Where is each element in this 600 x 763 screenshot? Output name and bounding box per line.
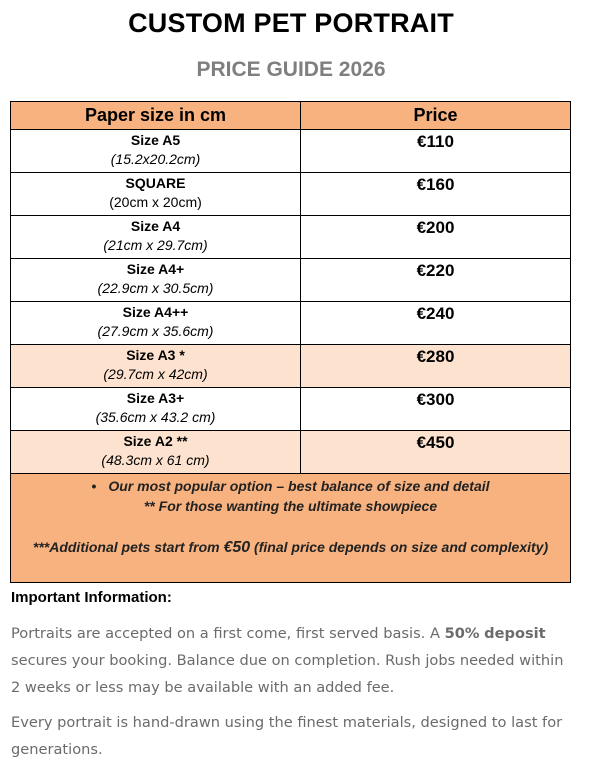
size-cell [11,216,301,259]
page-subtitle: PRICE GUIDE 2026 [196,58,386,81]
note-additional-amount: €50 [223,539,251,556]
price-cell [301,216,571,259]
size-dimensions: (29.7cm x 42cm) [103,366,208,382]
price-value: €160 [416,175,455,194]
size-dimensions: (22.9cm x 30.5cm) [97,280,214,296]
price-cell [301,388,571,431]
size-dimensions: (27.9cm x 35.6cm) [97,323,214,339]
size-cell [11,259,301,302]
notes-row [11,474,571,583]
price-cell [301,173,571,216]
price-value: €110 [417,132,454,151]
note-popular [11,478,570,494]
price-table [10,101,571,583]
price-cell [301,431,571,474]
notes-cell [11,474,571,583]
size-name: Size A2 ** [123,433,188,449]
size-cell [11,173,301,216]
page-title: CUSTOM PET PORTRAIT [128,8,454,38]
info-paragraph-booking [11,620,571,701]
header-price: Price [301,102,571,130]
price-value: €220 [416,261,455,280]
size-cell [11,302,301,345]
size-name: Size A4 [130,218,181,234]
note-additional-prefix: ***Additional pets start from [32,539,224,555]
table-row [11,259,571,302]
info-text: Portraits are accepted on a first come, first served basis. A [11,625,445,642]
price-value: €240 [416,304,455,323]
info-paragraph-materials: Every portrait is hand-drawn using the finest materials, designed to last for generations. [11,714,563,758]
table-row [11,216,571,259]
size-dimensions: (15.2x20.2cm) [110,151,201,167]
note-showpiece: ** For those wanting the ultimate showpiece [143,498,438,514]
size-cell [11,130,301,173]
size-cell [11,431,301,474]
table-row [11,173,571,216]
note-additional-suffix: (final price depends on size and complexity) [250,539,549,555]
note-additional-pets [11,536,570,559]
size-cell [11,345,301,388]
price-value: €200 [416,218,455,237]
price-cell [301,302,571,345]
size-name: Size A3 * [126,347,185,363]
size-name: SQUARE [125,175,186,191]
size-dimensions: (21cm x 29.7cm) [103,237,208,253]
size-dimensions: (48.3cm x 61 cm) [101,452,210,468]
price-value: €280 [416,347,455,366]
table-row [11,388,571,431]
info-heading: Important Information: [11,589,172,606]
price-cell [301,345,571,388]
size-cell [11,388,301,431]
table-row [11,345,571,388]
price-value: €450 [416,433,455,452]
table-row [11,130,571,173]
size-name: Size A5 [130,132,181,148]
bullet-icon: • [91,478,97,494]
table-row [11,302,571,345]
table-header-row [11,102,571,130]
note-popular-text: Our most popular option – best balance of size and detail [108,478,490,494]
header-paper-size: Paper size in cm [11,102,301,130]
size-name: Size A4++ [122,304,189,320]
info-text: secures your booking. Balance due on completion. Rush jobs needed within 2 weeks or less may be available with an added fee. [11,652,564,696]
price-cell [301,130,571,173]
price-value: €300 [416,390,455,409]
size-dimensions: (20cm x 20cm) [109,194,202,210]
size-dimensions: (35.6cm x 43.2 cm) [95,409,216,425]
info-deposit-percent: 50% [444,625,480,642]
size-name: Size A4+ [126,261,185,277]
price-cell [301,259,571,302]
info-deposit-word: deposit [484,625,546,642]
table-row [11,431,571,474]
size-name: Size A3+ [126,390,185,406]
